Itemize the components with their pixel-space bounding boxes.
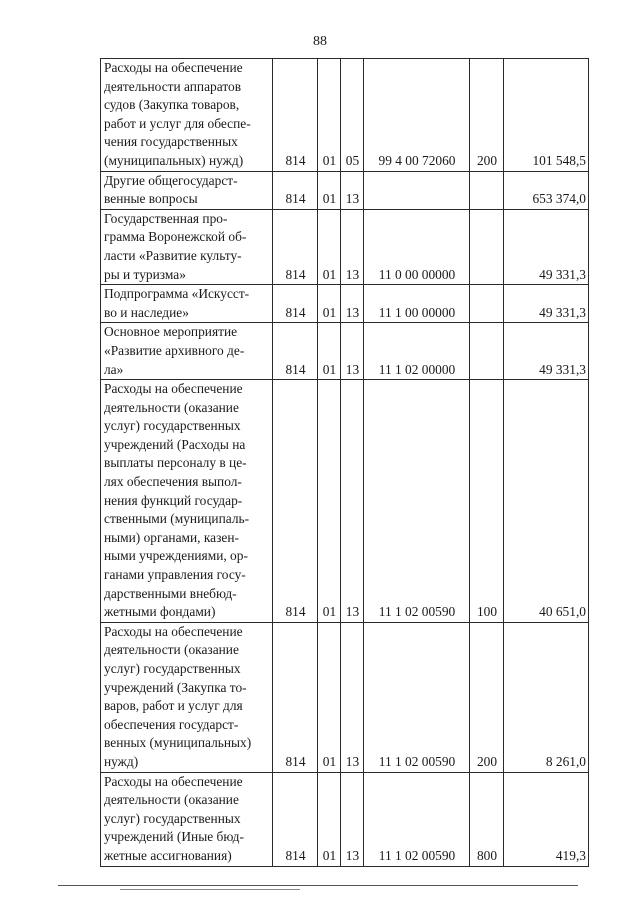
- row-gr: 814: [273, 171, 318, 209]
- row-pr: 13: [341, 285, 364, 323]
- row-rz: 01: [318, 323, 341, 380]
- row-csr: 11 1 00 00000: [364, 285, 470, 323]
- bottom-rule: [58, 885, 578, 886]
- row-name: Основное мероприятие «Развитие архивного де- ла»: [101, 323, 273, 380]
- table-row: [101, 59, 589, 172]
- row-vr: 200: [470, 59, 504, 172]
- table-row: [101, 171, 589, 209]
- row-sum: 101 548,5: [504, 59, 589, 172]
- row-csr: 99 4 00 72060: [364, 59, 470, 172]
- row-vr: [470, 209, 504, 284]
- row-csr: 11 0 00 00000: [364, 209, 470, 284]
- row-gr: 814: [273, 285, 318, 323]
- budget-table: [100, 58, 589, 867]
- row-sum: 49 331,3: [504, 209, 589, 284]
- row-csr: 11 1 02 00590: [364, 380, 470, 623]
- row-pr: 13: [341, 622, 364, 772]
- row-name: Расходы на обеспечение деятельности аппаратов судов (Закупка товаров, работ и услуг для обеспе- чения государственных (муниципальных) нужд): [101, 59, 273, 172]
- bottom-rule-short: [120, 889, 300, 890]
- row-pr: 05: [341, 59, 364, 172]
- row-vr: [470, 285, 504, 323]
- table-row: [101, 209, 589, 284]
- row-gr: 814: [273, 772, 318, 866]
- row-sum: 8 261,0: [504, 622, 589, 772]
- table-row: [101, 285, 589, 323]
- row-gr: 814: [273, 323, 318, 380]
- row-sum: 40 651,0: [504, 380, 589, 623]
- row-name: Государственная про- грамма Воронежской об- ласти «Развитие культу- ры и туризма»: [101, 209, 273, 284]
- row-rz: 01: [318, 285, 341, 323]
- row-rz: 01: [318, 622, 341, 772]
- table-row: [101, 380, 589, 623]
- row-name: Другие общегосударст- венные вопросы: [101, 171, 273, 209]
- row-rz: 01: [318, 380, 341, 623]
- row-vr: [470, 171, 504, 209]
- row-sum: 653 374,0: [504, 171, 589, 209]
- row-csr: 11 1 02 00590: [364, 622, 470, 772]
- row-sum: 49 331,3: [504, 285, 589, 323]
- row-rz: 01: [318, 209, 341, 284]
- row-pr: 13: [341, 323, 364, 380]
- row-gr: 814: [273, 380, 318, 623]
- row-pr: 13: [341, 209, 364, 284]
- row-pr: 13: [341, 171, 364, 209]
- row-gr: 814: [273, 59, 318, 172]
- row-vr: 100: [470, 380, 504, 623]
- row-csr: [364, 171, 470, 209]
- table-row: [101, 622, 589, 772]
- row-name: Расходы на обеспечение деятельности (оказание услуг) государственных учреждений (Иные бюд- жетные ассигнования): [101, 772, 273, 866]
- row-csr: 11 1 02 00590: [364, 772, 470, 866]
- table-row: [101, 772, 589, 866]
- row-vr: 200: [470, 622, 504, 772]
- row-rz: 01: [318, 772, 341, 866]
- row-name: Подпрограмма «Искусст- во и наследие»: [101, 285, 273, 323]
- row-pr: 13: [341, 772, 364, 866]
- row-rz: 01: [318, 59, 341, 172]
- row-gr: 814: [273, 622, 318, 772]
- row-gr: 814: [273, 209, 318, 284]
- row-name: Расходы на обеспечение деятельности (оказание услуг) государственных учреждений (Закупка то- варов, работ и услуг для обеспечения государст- венных (муниципальных) нужд): [101, 622, 273, 772]
- row-sum: 419,3: [504, 772, 589, 866]
- table-row: [101, 323, 589, 380]
- page-number: 88: [313, 34, 327, 49]
- row-rz: 01: [318, 171, 341, 209]
- row-csr: 11 1 02 00000: [364, 323, 470, 380]
- row-name: Расходы на обеспечение деятельности (оказание услуг) государственных учреждений (Расходы на выплаты персоналу в це- лях обеспечения выпол- нения функций государ- ственными (муниципаль- ными) органами, казен- ными учреждениями, ор- ганами управления госу- дарственными внебюд- жетными фондами): [101, 380, 273, 623]
- row-sum: 49 331,3: [504, 323, 589, 380]
- row-pr: 13: [341, 380, 364, 623]
- row-vr: [470, 323, 504, 380]
- row-vr: 800: [470, 772, 504, 866]
